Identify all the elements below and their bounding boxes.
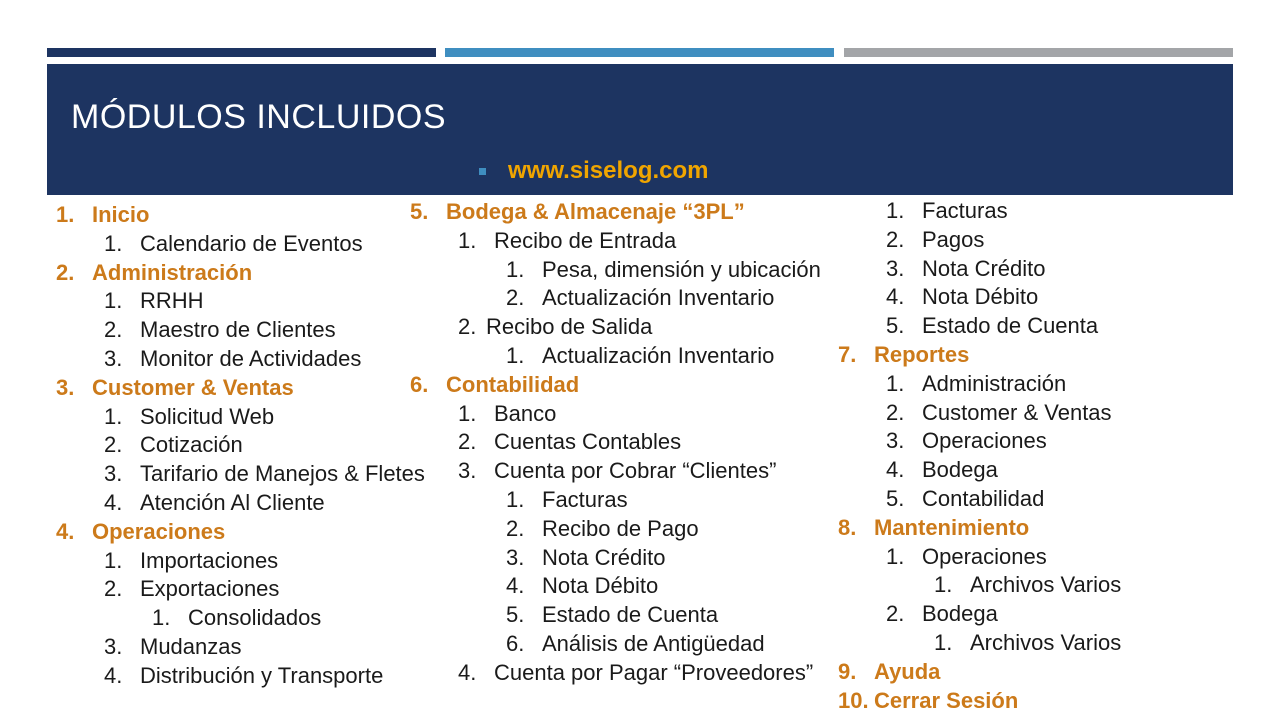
item-number: 1. <box>886 370 905 396</box>
item-number: 2. <box>56 259 75 285</box>
item-label: Archivos Varios <box>970 629 1122 655</box>
item-number: 2. <box>506 285 525 311</box>
item-number: 1. <box>886 198 905 223</box>
section-label: Ayuda <box>874 658 941 684</box>
item-label: Contabilidad <box>922 485 1045 511</box>
item-label: Calendario de Eventos <box>140 230 363 256</box>
item-number: 1. <box>506 486 525 512</box>
item-number: 1. <box>886 543 905 569</box>
item-label: Recibo de Pago <box>542 515 699 541</box>
item-number: 4. <box>104 489 123 515</box>
item-number: 9. <box>838 658 857 684</box>
section-label: Customer & Ventas <box>92 374 294 400</box>
item-label: Bodega <box>922 457 998 483</box>
item-label: Archivos Varios <box>970 572 1122 598</box>
item-number: 3. <box>104 345 123 371</box>
item-number: 2. <box>104 432 123 458</box>
item-label: Importaciones <box>140 547 279 573</box>
item-number: 4. <box>886 457 905 483</box>
item-label: Exportaciones <box>140 576 280 602</box>
item-label: Administración <box>922 370 1067 396</box>
item-number: 5. <box>506 602 525 628</box>
item-number: 3. <box>56 374 75 400</box>
item-number: 2. <box>104 317 123 343</box>
item-number: 2. <box>506 515 525 541</box>
slide-title: MÓDULOS INCLUIDOS <box>71 98 446 136</box>
item-number: 7. <box>838 341 857 367</box>
item-label: Recibo de Salida <box>486 314 653 340</box>
item-label: Cotización <box>140 432 243 458</box>
item-number: 10. <box>838 687 869 713</box>
item-label: Actualización Inventario <box>542 285 775 311</box>
item-number: 2. <box>886 226 905 252</box>
title-band <box>47 64 1233 195</box>
item-number: 5. <box>886 313 905 339</box>
item-number: 1. <box>56 202 75 227</box>
item-number: 1. <box>506 256 525 282</box>
item-label: Consolidados <box>188 605 322 631</box>
accent-stripe-gray <box>844 48 1233 57</box>
item-label: Nota Débito <box>542 573 659 599</box>
section-label: Inicio <box>92 202 150 227</box>
item-number: 6. <box>410 371 429 397</box>
item-label: Atención Al Cliente <box>140 489 325 515</box>
item-label: Maestro de Clientes <box>140 317 336 343</box>
item-label: Pagos <box>922 226 985 252</box>
item-label: Cuentas Contables <box>494 429 682 455</box>
item-number: 3. <box>458 458 477 484</box>
item-label: Bodega <box>922 601 998 627</box>
square-bullet-icon <box>479 168 486 175</box>
item-label: Nota Débito <box>922 284 1039 310</box>
accent-stripe-navy <box>47 48 436 57</box>
item-number: 4. <box>458 659 477 685</box>
item-label: Solicitud Web <box>140 403 275 429</box>
item-label: Nota Crédito <box>922 255 1046 281</box>
section-label: Mantenimiento <box>874 514 1030 540</box>
item-number: 4. <box>104 662 123 688</box>
item-number: 1. <box>458 227 477 253</box>
item-label: RRHH <box>140 288 204 314</box>
item-label: Nota Crédito <box>542 544 666 570</box>
website-link[interactable]: www.siselog.com <box>508 157 709 184</box>
item-number: 1. <box>934 629 953 655</box>
section-label: Reportes <box>874 341 970 367</box>
section-label: Operaciones <box>92 518 226 544</box>
item-label: Recibo de Entrada <box>494 227 677 253</box>
section-label: Contabilidad <box>446 371 580 397</box>
item-number: 5. <box>410 199 429 224</box>
section-label: Cerrar Sesión <box>874 687 1019 713</box>
item-label: Cuenta por Cobrar “Clientes” <box>494 458 777 484</box>
item-number: 2. <box>104 576 123 602</box>
item-label: Pesa, dimensión y ubicación <box>542 256 821 282</box>
item-number: 1. <box>104 230 123 256</box>
item-label: Análisis de Antigüedad <box>542 630 765 656</box>
item-number: 2. <box>886 601 905 627</box>
item-number: 3. <box>104 633 123 659</box>
item-label: Tarifario de Manejos & Fletes <box>140 461 425 487</box>
item-number: 5. <box>886 485 905 511</box>
item-number: 3. <box>104 461 123 487</box>
item-number: 1. <box>104 288 123 314</box>
item-number: 2. <box>458 314 477 340</box>
item-number: 1. <box>506 342 525 368</box>
section-label: Bodega & Almacenaje “3PL” <box>446 199 745 224</box>
item-number: 1. <box>458 400 477 426</box>
item-label: Operaciones <box>922 428 1047 454</box>
item-label: Banco <box>494 400 557 426</box>
item-label: Facturas <box>922 198 1008 223</box>
item-number: 2. <box>458 429 477 455</box>
item-label: Actualización Inventario <box>542 342 775 368</box>
item-label: Cuenta por Pagar “Proveedores” <box>494 659 814 685</box>
item-label: Estado de Cuenta <box>542 602 719 628</box>
item-label: Distribución y Transporte <box>140 662 384 688</box>
item-number: 1. <box>934 572 953 598</box>
item-number: 1. <box>104 547 123 573</box>
item-number: 1. <box>152 605 171 631</box>
item-label: Monitor de Actividades <box>140 345 362 371</box>
item-number: 4. <box>56 518 75 544</box>
item-label: Estado de Cuenta <box>922 313 1099 339</box>
item-number: 2. <box>886 399 905 425</box>
item-number: 8. <box>838 514 857 540</box>
item-number: 4. <box>886 284 905 310</box>
item-number: 3. <box>886 255 905 281</box>
item-number: 1. <box>104 403 123 429</box>
section-label: Administración <box>92 259 253 285</box>
item-number: 3. <box>506 544 525 570</box>
item-label: Mudanzas <box>140 633 242 659</box>
item-label: Customer & Ventas <box>922 399 1112 425</box>
item-label: Operaciones <box>922 543 1047 569</box>
accent-stripe-blue <box>445 48 834 57</box>
item-number: 3. <box>886 428 905 454</box>
item-number: 4. <box>506 573 525 599</box>
item-label: Facturas <box>542 486 628 512</box>
item-number: 6. <box>506 630 525 656</box>
